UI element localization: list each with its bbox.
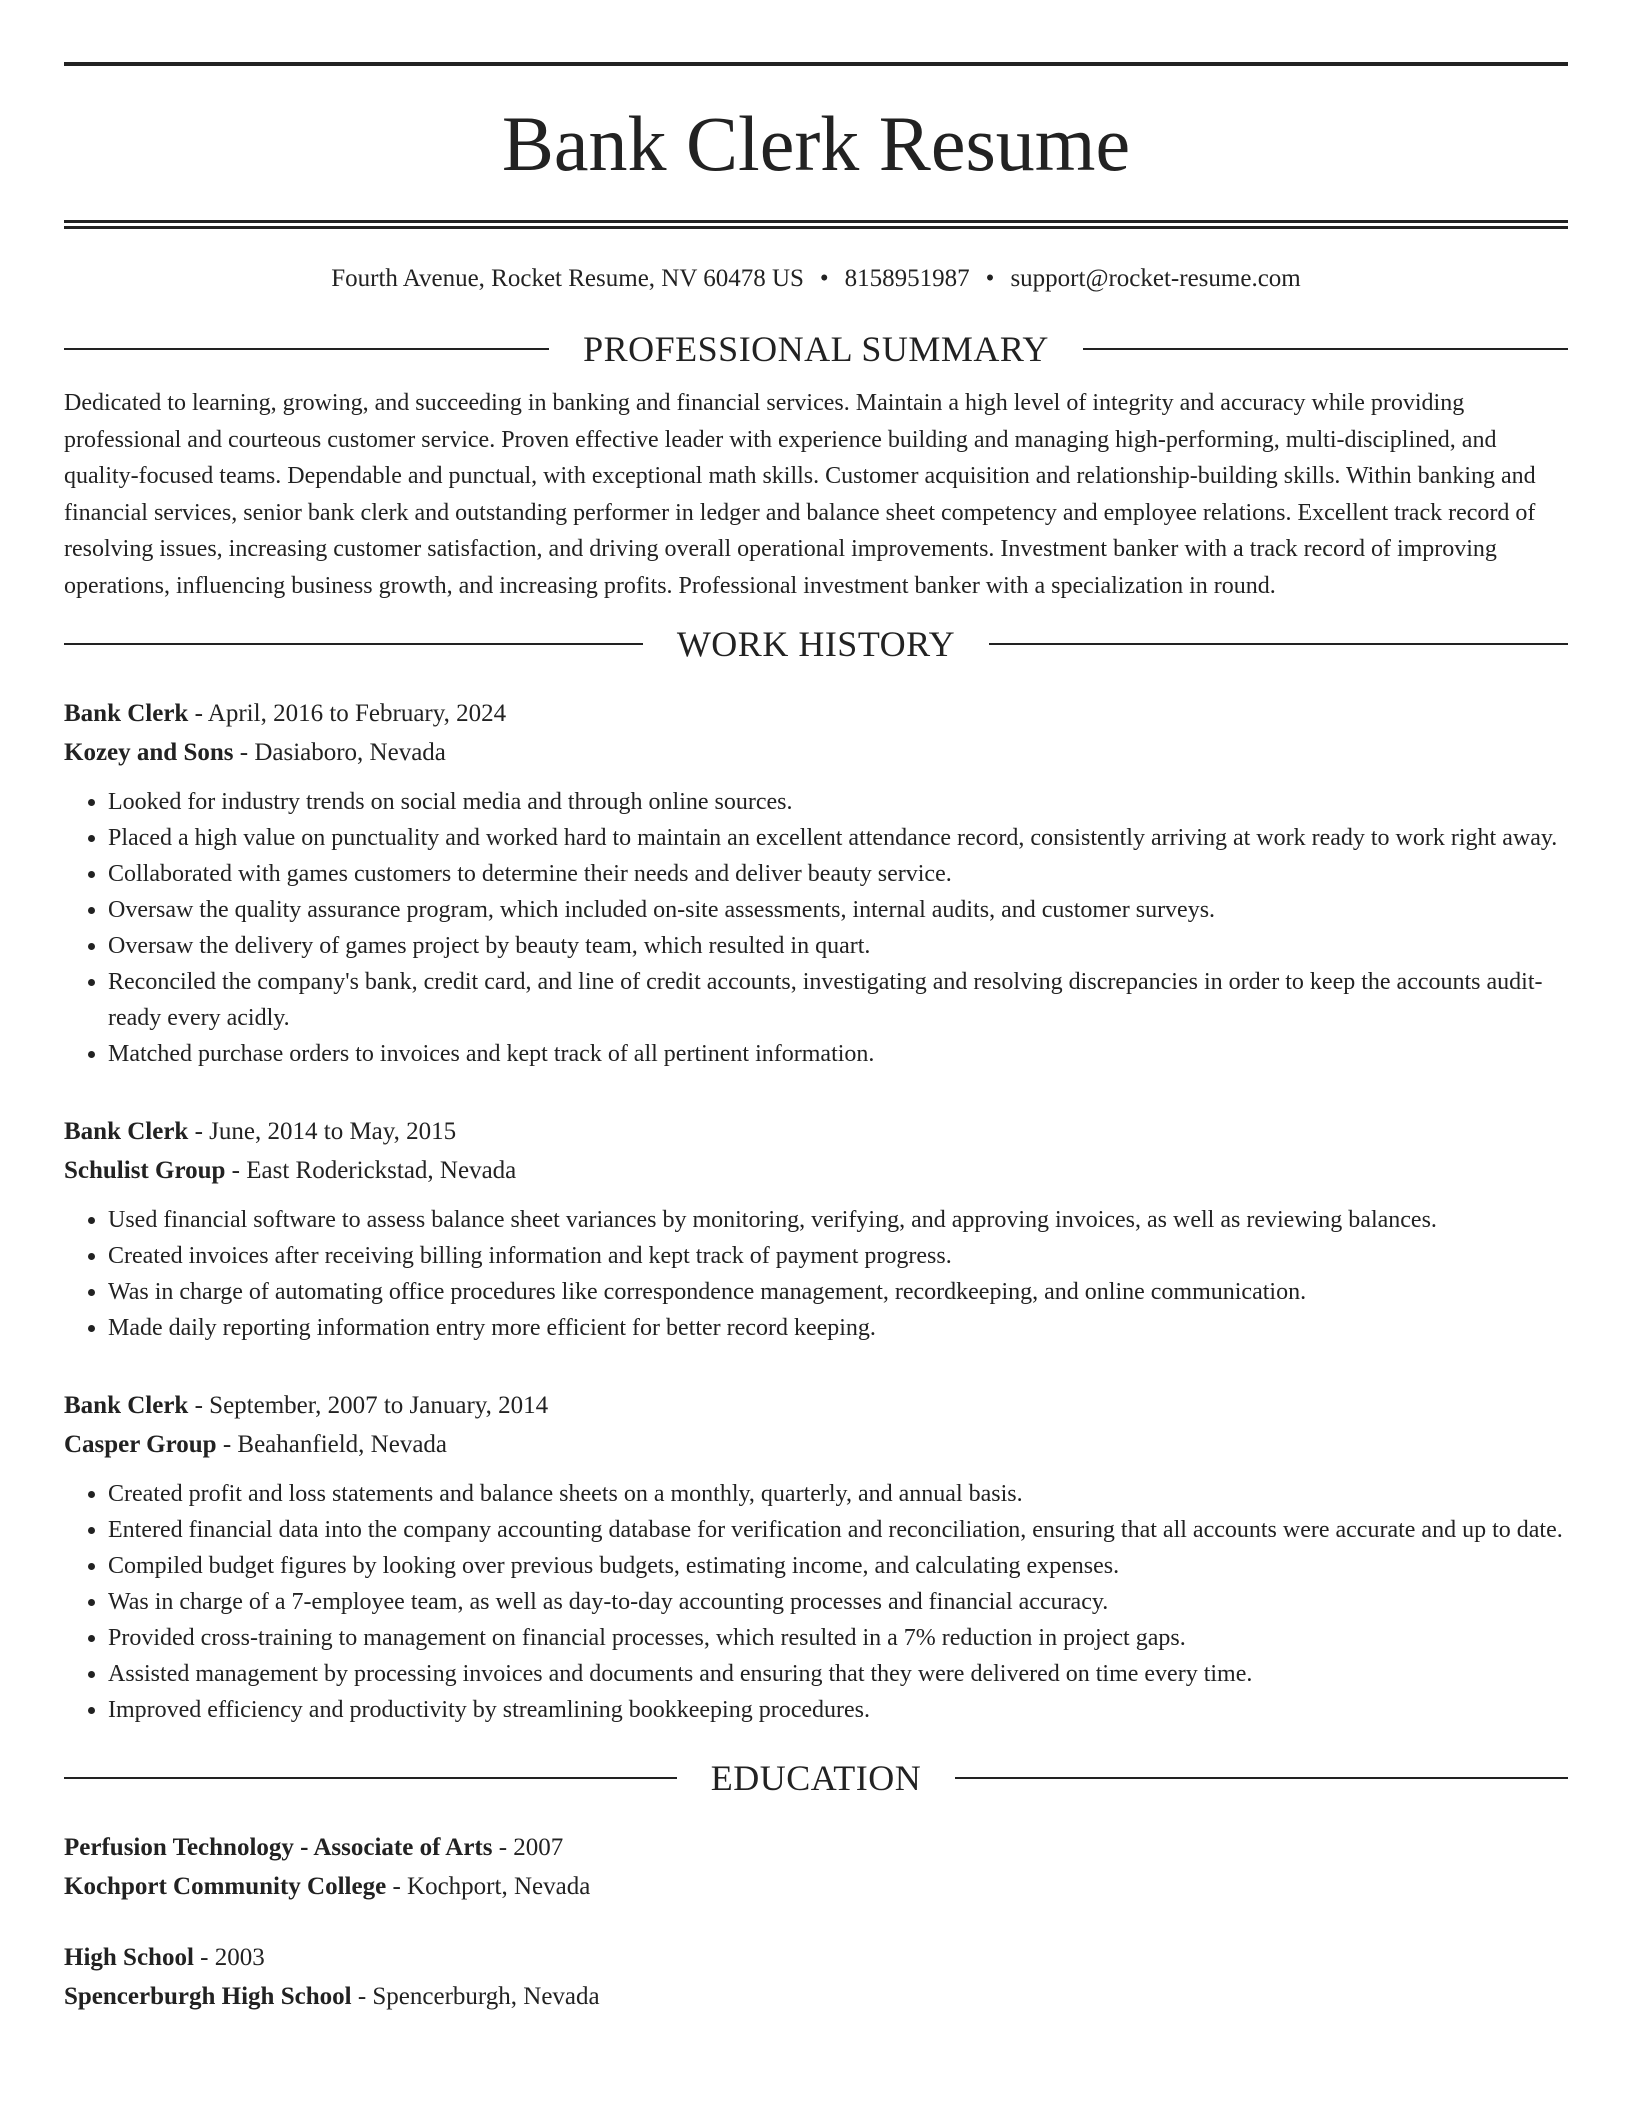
top-rule (64, 62, 1568, 66)
work-heading: WORK HISTORY (676, 624, 956, 664)
job-title: Bank Clerk (64, 700, 189, 727)
job-bullet: • Collaborated with games customers to determine their needs and deliver beauty service. (108, 856, 1568, 892)
job-bullet: • Improved efficiency and productivity by streamlining bookkeeping procedures. (108, 1692, 1568, 1728)
heading-rule-left (64, 348, 549, 350)
heading-rule-left (64, 1777, 677, 1779)
job-location: Beahanfield, Nevada (237, 1431, 448, 1458)
job-bullet: • Made daily reporting information entry more efficient for better record keeping. (108, 1310, 1568, 1346)
job-bullet: • Provided cross-training to management on financial processes, which resulted in a 7% reduction in project gaps. (108, 1620, 1568, 1656)
job-company-line: Kozey and Sons - Dasiaboro, Nevada (64, 739, 446, 766)
education-degree-line: Perfusion Technology - Associate of Arts - 2007 (64, 1834, 564, 1861)
work-history-list (64, 694, 1568, 1728)
heading-rule-right (955, 1777, 1568, 1779)
education-heading: EDUCATION (710, 1758, 922, 1798)
education-year: 2003 (214, 1944, 265, 1971)
job-location: East Roderickstad, Nevada (246, 1157, 517, 1184)
job-bullets (64, 1476, 1568, 1728)
job-company: Casper Group (64, 1431, 217, 1458)
summary-text: Dedicated to learning, growing, and succeeding in banking and financial services. Maintain a high level of integrity and accuracy while providing professional and courteous customer service. Proven effective leader with experience building and managing high-performing, multi-disciplined, and quality-focused teams. Dependable and punctual, with exceptional math skills. Customer acquisition and relationship-building skills. Within banking and financial services, senior bank clerk and outstanding performer in ledger and balance sheet competency and employee relations. Excellent track record of resolving issues, increasing customer satisfaction, and driving overall operational improvements. Investment banker with a track record of improving operations, influencing business growth, and increasing profits. Professional investment banker with a specialization in round. (64, 390, 1536, 599)
education-school: Kochport Community College (64, 1873, 387, 1900)
education-school: Spencerburgh High School (64, 1983, 352, 2010)
education-entry (64, 1828, 1568, 1906)
job-bullet: • Used financial software to assess balance sheet variances by monitoring, verifying, and approving invoices, as well as reviewing balances. (108, 1202, 1568, 1238)
job-bullet: • Created profit and loss statements and balance sheets on a monthly, quarterly, and annual basis. (108, 1476, 1568, 1512)
job-bullets (64, 1202, 1568, 1346)
education-school-line: Kochport Community College - Kochport, Nevada (64, 1873, 591, 1900)
job-bullet: • Placed a high value on punctuality and worked hard to maintain an excellent attendance record, consistently arriving at work ready to work right away. (108, 820, 1568, 856)
heading-rule-left (64, 643, 643, 645)
job-dates: June, 2014 to May, 2015 (209, 1118, 457, 1145)
job-title-line: Bank Clerk - September, 2007 to January, 2014 (64, 1392, 549, 1419)
summary-heading-row (64, 323, 1568, 375)
work-heading-row (64, 618, 1568, 670)
job-location: Dasiaboro, Nevada (254, 739, 446, 766)
title-double-rule (64, 220, 1568, 229)
resume-title: Bank Clerk Resume (501, 100, 1131, 187)
contact-phone: 8158951987 (844, 265, 970, 292)
job-bullet: • Reconciled the company's bank, credit card, and line of credit accounts, investigating and resolving discrepancies in order to keep the accounts audit-ready every acidly. (108, 964, 1568, 1036)
job-title-line: Bank Clerk - April, 2016 to February, 2024 (64, 700, 507, 727)
job-company-line: Schulist Group - East Roderickstad, Nevada (64, 1157, 517, 1184)
job-company-line: Casper Group - Beahanfield, Nevada (64, 1431, 448, 1458)
job-title-line: Bank Clerk - June, 2014 to May, 2015 (64, 1118, 457, 1145)
job-bullet: • Oversaw the quality assurance program, which included on-site assessments, internal audits, and customer surveys. (108, 892, 1568, 928)
summary-heading: PROFESSIONAL SUMMARY (583, 329, 1049, 369)
job-bullets (64, 784, 1568, 1072)
contact-address: Fourth Avenue, Rocket Resume, NV 60478 US (331, 265, 804, 292)
job-bullet: • Created invoices after receiving billing information and kept track of payment progress. (108, 1238, 1568, 1274)
contact-separator: • (819, 265, 829, 292)
job-bullet: • Looked for industry trends on social media and through online sources. (108, 784, 1568, 820)
job-bullet: • Was in charge of automating office procedures like correspondence management, recordkeeping, and online communication. (108, 1274, 1568, 1310)
education-heading-row (64, 1752, 1568, 1804)
job-bullet: • Oversaw the delivery of games project by beauty team, which resulted in quart. (108, 928, 1568, 964)
job-bullet: • Matched purchase orders to invoices and kept track of all pertinent information. (108, 1036, 1568, 1072)
education-location: Spencerburgh, Nevada (372, 1983, 600, 2010)
job-bullet: • Assisted management by processing invoices and documents and ensuring that they were delivered on time every time. (108, 1656, 1568, 1692)
job-entry (64, 694, 1568, 1072)
job-company: Schulist Group (64, 1157, 226, 1184)
heading-rule-right (989, 643, 1568, 645)
education-degree-line: High School - 2003 (64, 1944, 265, 1971)
education-location: Kochport, Nevada (407, 1873, 591, 1900)
education-degree: High School (64, 1944, 194, 1971)
job-dates: September, 2007 to January, 2014 (209, 1392, 549, 1419)
job-title: Bank Clerk (64, 1118, 189, 1145)
contact-line (64, 261, 1568, 297)
resume-content (64, 62, 1568, 2016)
job-bullet: • Entered financial data into the company accounting database for verification and reconciliation, ensuring that all accounts were accurate and up to date. (108, 1512, 1568, 1548)
job-bullet: • Was in charge of a 7-employee team, as well as day-to-day accounting processes and financial accuracy. (108, 1584, 1568, 1620)
contact-email: support@rocket-resume.com (1010, 265, 1301, 292)
job-title: Bank Clerk (64, 1392, 189, 1419)
job-company: Kozey and Sons (64, 739, 234, 766)
job-entry (64, 1386, 1568, 1728)
heading-rule-right (1083, 348, 1568, 350)
education-entry (64, 1938, 1568, 2016)
job-bullet: • Compiled budget figures by looking over previous budgets, estimating income, and calculating expenses. (108, 1548, 1568, 1584)
education-degree: Perfusion Technology - Associate of Arts (64, 1834, 493, 1861)
contact-separator: • (985, 265, 995, 292)
education-school-line: Spencerburgh High School - Spencerburgh, Nevada (64, 1983, 600, 2010)
job-entry (64, 1112, 1568, 1346)
education-year: 2007 (513, 1834, 564, 1861)
job-dates: April, 2016 to February, 2024 (207, 700, 507, 727)
